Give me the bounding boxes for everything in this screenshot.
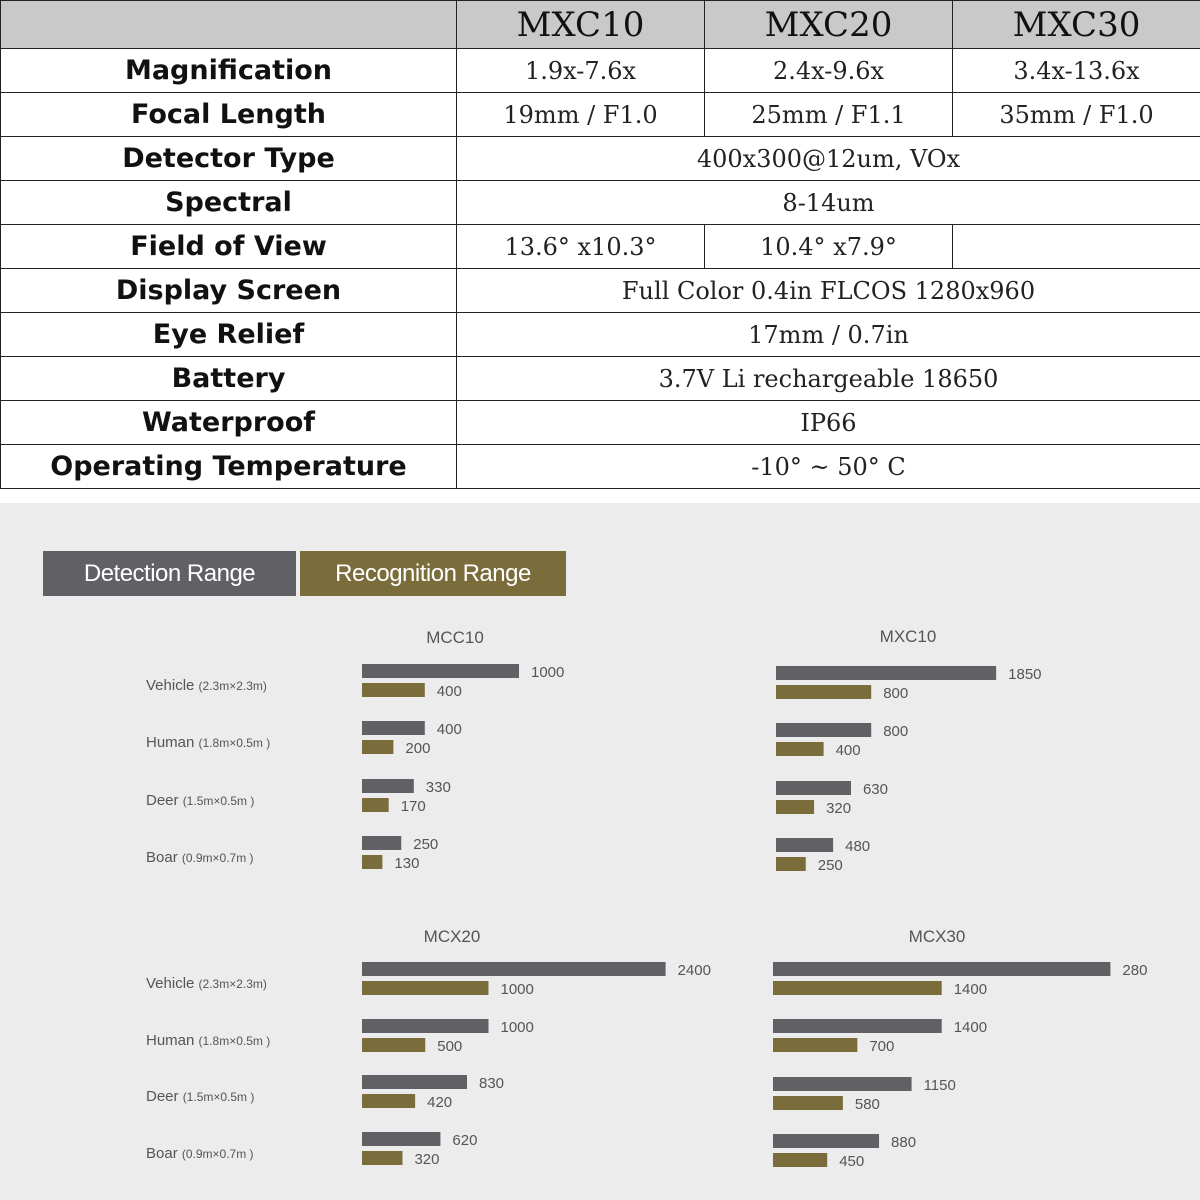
bar-value-label: 400 (436, 721, 462, 738)
detection-bar (362, 664, 519, 678)
model-header: MXC10 (457, 1, 705, 49)
legend-detection-range: Detection Range (43, 551, 296, 596)
spec-value: 1.9x-7.6x (457, 49, 705, 93)
spec-value: IP66 (457, 401, 1200, 445)
recognition-bar (362, 798, 389, 812)
bar-value-label: 830 (478, 1075, 505, 1092)
bar-value-label: 170 (400, 798, 426, 815)
detection-bar (776, 838, 833, 852)
recognition-bar (776, 800, 814, 814)
spec-value: 2.4x-9.6x (705, 49, 953, 93)
bar-value-label: 1000 (500, 981, 534, 998)
detection-bar (773, 962, 1110, 976)
bar-value-label: 420 (427, 1094, 453, 1111)
bar-value-label: 700 (869, 1038, 895, 1055)
recognition-bar (776, 685, 871, 699)
recognition-bar (773, 981, 942, 995)
spec-value: 35mm / F1.0 (953, 93, 1200, 137)
bar-value-label: 1400 (953, 1019, 988, 1036)
detection-bar (776, 666, 996, 680)
spec-label: Magnification (1, 49, 457, 93)
spec-value: 19mm / F1.0 (457, 93, 705, 137)
bar-value-label: 500 (437, 1038, 463, 1055)
bar-value-label: 280 (1122, 962, 1148, 979)
recognition-bar (773, 1038, 857, 1052)
bar-value-label: 1000 (500, 1019, 534, 1036)
detection-bar (362, 721, 425, 735)
bar-value-label: 250 (413, 836, 439, 853)
spec-label: Display Screen (1, 269, 457, 313)
detection-bar (362, 1132, 440, 1146)
range-bar-charts (0, 503, 1200, 1200)
detection-bar (362, 1075, 467, 1089)
bar-value-label: 1150 (923, 1077, 956, 1094)
spec-row-field-of-view (1, 225, 1200, 269)
detection-bar (362, 962, 666, 976)
spec-label: Field of View (1, 225, 457, 269)
spec-label: Spectral (1, 181, 457, 225)
spec-row-waterproof (1, 401, 1200, 445)
detection-bar (773, 1019, 942, 1033)
range-charts-panel (0, 503, 1200, 1200)
spec-value: 400x300@12um, VOx (457, 137, 1200, 181)
bar-value-label: 450 (839, 1153, 865, 1170)
category-label: Vehicle (2.3m×2.3m) (146, 975, 267, 992)
bar-value-label: 800 (883, 723, 909, 740)
spec-value: 13.6° x10.3° (457, 225, 705, 269)
recognition-bar (362, 981, 489, 995)
detection-bar (362, 1019, 489, 1033)
spec-value (953, 225, 1200, 269)
recognition-bar (362, 740, 393, 754)
spec-label: Detector Type (1, 137, 457, 181)
spec-value: 8-14um (457, 181, 1200, 225)
spec-row-battery (1, 357, 1200, 401)
bar-value-label: 330 (425, 779, 451, 796)
detection-bar (776, 781, 851, 795)
bar-value-label: 1000 (531, 664, 565, 681)
recognition-bar (773, 1096, 843, 1110)
spec-row-magnification (1, 49, 1200, 93)
spec-value: 10.4° x7.9° (705, 225, 953, 269)
spec-table (0, 0, 1200, 489)
bar-value-label: 800 (883, 685, 909, 702)
chart-title: MXC10 (879, 627, 937, 646)
detection-bar (773, 1077, 912, 1091)
recognition-bar (362, 1094, 415, 1108)
detection-bar (776, 723, 871, 737)
category-label: Deer (1.5m×0.5m ) (146, 792, 255, 809)
spec-value: 25mm / F1.1 (705, 93, 953, 137)
category-label: Boar (0.9m×0.7m ) (146, 849, 254, 866)
spec-row-focal-length (1, 93, 1200, 137)
detection-bar (362, 779, 414, 793)
chart-title: MCC10 (426, 628, 484, 647)
category-label: Human (1.8m×0.5m ) (146, 734, 271, 751)
spec-row-spectral (1, 181, 1200, 225)
spec-value: 17mm / 0.7in (457, 313, 1200, 357)
spec-label: Operating Temperature (1, 445, 457, 489)
bar-value-label: 630 (862, 781, 889, 798)
recognition-bar (362, 683, 425, 697)
spec-value: Full Color 0.4in FLCOS 1280x960 (457, 269, 1200, 313)
spec-row-detector-type (1, 137, 1200, 181)
chart-title: MCX30 (908, 927, 966, 946)
category-label: Deer (1.5m×0.5m ) (146, 1088, 255, 1105)
spec-value: 3.4x-13.6x (953, 49, 1200, 93)
bar-value-label: 400 (835, 742, 861, 759)
bar-value-label: 1400 (953, 981, 988, 998)
spec-row-eye-relief (1, 313, 1200, 357)
detection-bar (362, 836, 401, 850)
legend-recognition-range: Recognition Range (300, 551, 566, 596)
recognition-bar (776, 857, 806, 871)
bar-value-label: 400 (436, 683, 462, 700)
category-label: Vehicle (2.3m×2.3m) (146, 677, 267, 694)
spec-table-panel (0, 0, 1200, 503)
bar-value-label: 130 (394, 855, 420, 872)
spec-row-display-screen (1, 269, 1200, 313)
chart-title: MCX20 (423, 927, 481, 946)
spec-label: Battery (1, 357, 457, 401)
bar-value-label: 2400 (677, 962, 711, 979)
recognition-bar (362, 1038, 425, 1052)
bar-value-label: 1850 (1008, 666, 1042, 683)
recognition-bar (776, 742, 824, 756)
category-label: Boar (0.9m×0.7m ) (146, 1145, 254, 1162)
bar-value-label: 620 (452, 1132, 478, 1149)
spec-header-corner (1, 1, 457, 49)
spec-label: Waterproof (1, 401, 457, 445)
recognition-bar (773, 1153, 827, 1167)
bar-value-label: 320 (414, 1151, 440, 1168)
spec-label: Focal Length (1, 93, 457, 137)
detection-bar (773, 1134, 879, 1148)
recognition-bar (362, 1151, 402, 1165)
spec-label: Eye Relief (1, 313, 457, 357)
spec-value: 3.7V Li rechargeable 18650 (457, 357, 1200, 401)
recognition-bar (362, 855, 382, 869)
model-header: MXC20 (705, 1, 953, 49)
spec-row-operating-temperature (1, 445, 1200, 489)
bar-value-label: 320 (826, 800, 852, 817)
bar-value-label: 880 (891, 1134, 917, 1151)
bar-value-label: 250 (817, 857, 843, 874)
model-header: MXC30 (953, 1, 1200, 49)
bar-value-label: 580 (854, 1096, 880, 1113)
spec-value: -10° ~ 50° C (457, 445, 1200, 489)
bar-value-label: 200 (405, 740, 431, 757)
spec-header-row (1, 1, 1200, 49)
category-label: Human (1.8m×0.5m ) (146, 1032, 271, 1049)
bar-value-label: 480 (845, 838, 871, 855)
